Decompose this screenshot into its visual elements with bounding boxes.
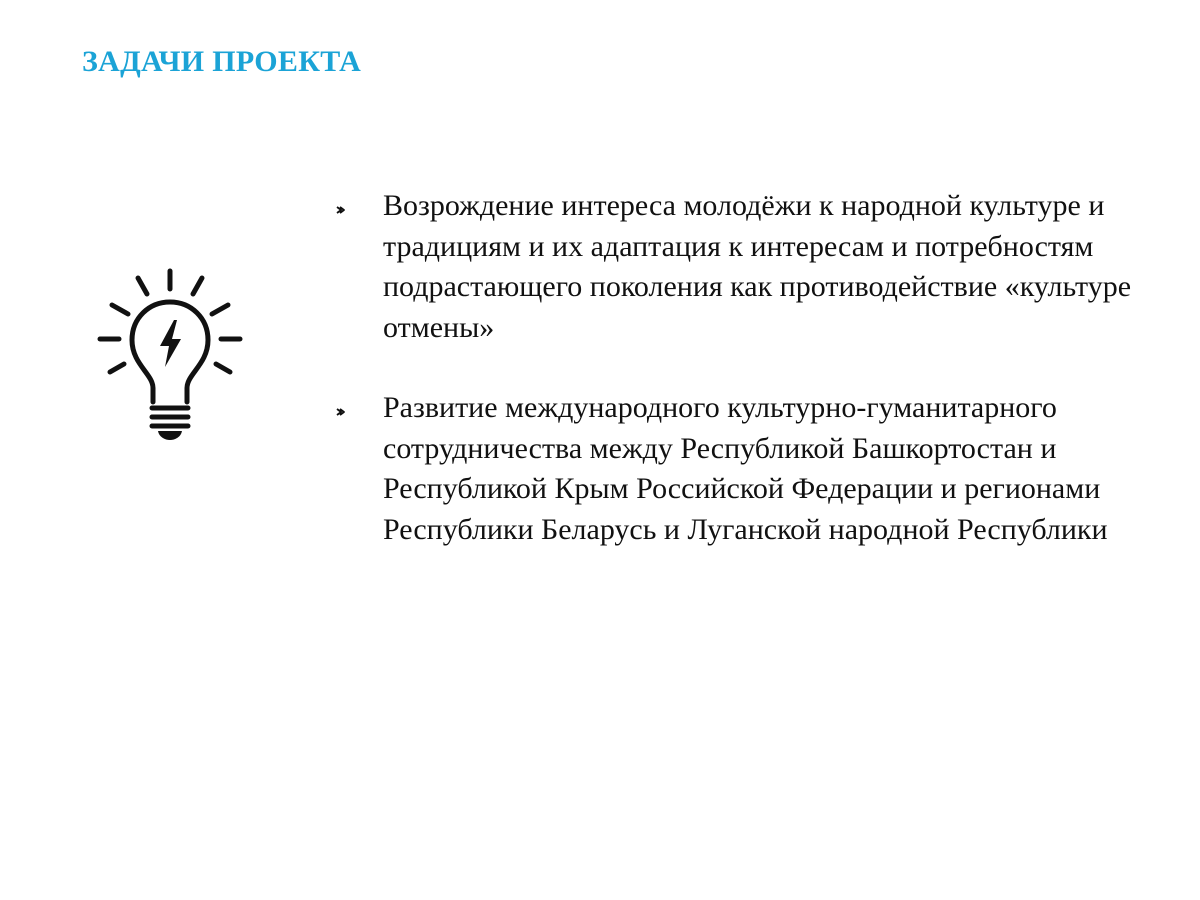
list-item (335, 388, 1135, 550)
arrow-bullet-icon (335, 406, 347, 418)
arrow-bullet-icon (335, 204, 347, 216)
page-title: ЗАДАЧИ ПРОЕКТА (82, 45, 362, 78)
task-text: Развитие международного культурно-гуманитарного сотрудничества между Республикой Башкортостан и Республикой Крым Российской Федерации и регионами Республики Беларусь и Луганской народной Республики (383, 391, 1108, 546)
lightbulb-lightning-icon (95, 262, 245, 440)
list-item (335, 186, 1135, 348)
task-text: Возрождение интереса молодёжи к народной культуре и традициям и их адаптация к интересам и потребностям подрастающего поколения как противодействие «культуре отмены» (383, 189, 1132, 344)
task-list (335, 186, 1135, 590)
